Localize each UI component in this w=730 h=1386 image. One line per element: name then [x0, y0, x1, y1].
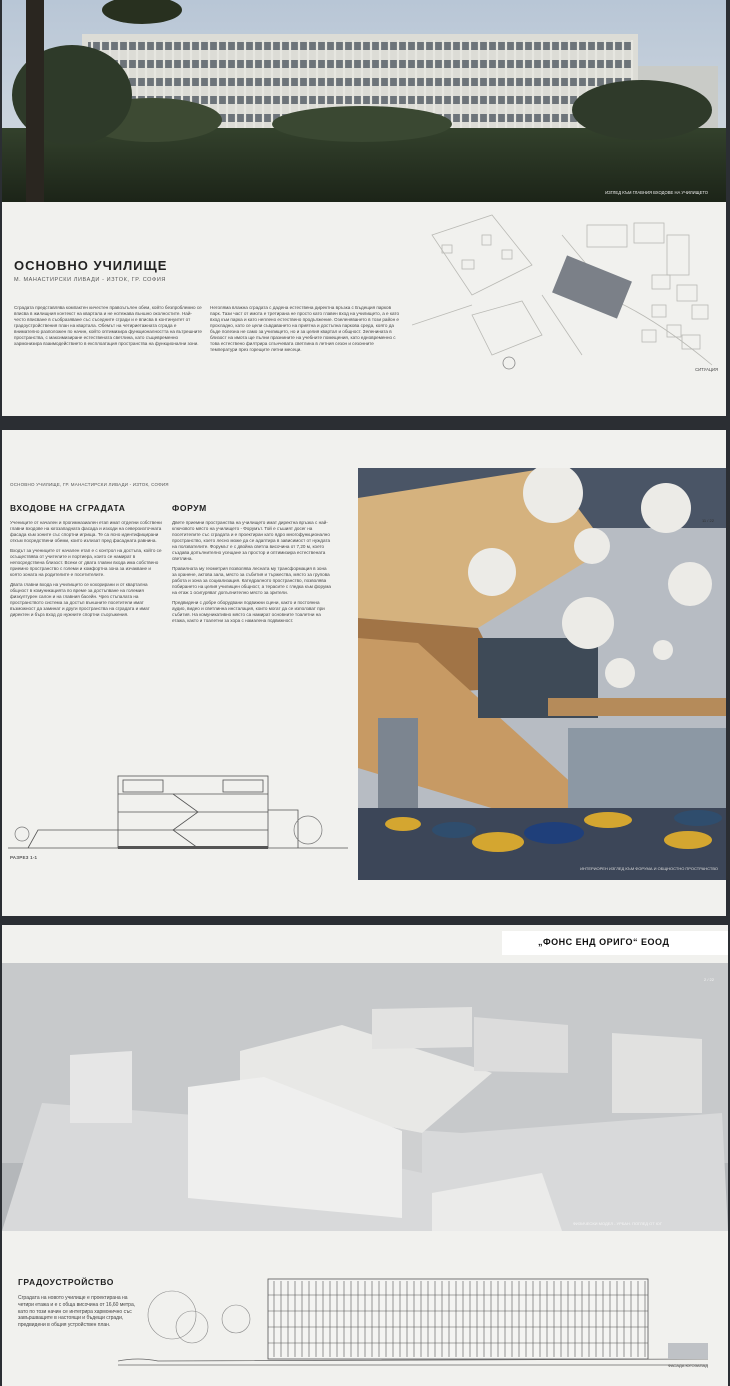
- school-title: ОСНОВНО УЧИЛИЩЕ: [14, 258, 168, 273]
- board-panel-school-overview: [2, 0, 726, 416]
- location-subtitle: М. МАНАСТИРСКИ ЛИВАДИ - ИЗТОК, ГР. СОФИЯ: [14, 277, 166, 283]
- intro-text-left: Сградата представлява компактен кичестен правоъгълен обем, който безпроблемно се вписва в жилищния контекст на квартала и не нотежава външно околностите. Най-често вписване в съобразяване със съседните сгради и е вписва в континуитет от градоустройствения план на квартала. Обемът на четириетажната сграда е внимателно разположен по начин, който оптимизира функционалността на вътрешните пространства, с максимизиране естествената светлина, като същевременно хармонизира взаимодействието в експлоатация пространства на функционални зони.: [14, 305, 202, 346]
- site-plan: [412, 205, 726, 375]
- forum-text: [172, 520, 332, 624]
- entrances-heading: ВХОДОВЕ НА СГРАДАТА: [10, 503, 126, 513]
- company-banner: [502, 931, 728, 955]
- forum-heading: ФОРУМ: [172, 503, 207, 513]
- urban-heading: ГРАДОУСТРОЙСТВО: [18, 1277, 114, 1287]
- southwest-facade: [118, 1265, 708, 1369]
- entrances-paragraph: Двата главни входа на училището се кохорирани и от квартална общност в комуникацията по време за достъпване на големия физкултурен салон и на главния басейн. Чрез стъпалата на пространството система за достъп външните посетители имат възможност да заминат и други пространства на сградата и имат директен и бърз вход до нужните спортни съоръжения.: [10, 582, 150, 617]
- page-title: [14, 258, 167, 283]
- forum-paragraph: Правилната му геометрия позволява лесната му трансформация в зона за хранене, актова зала, място за събития и тържества, място за групова работа и зона за социализация. Катедралното пространство, позволява побирането на целия училищен общност, а терасите с гледка към форума на етаж 1 осигуряват допълнително място за зрители.: [172, 566, 331, 595]
- breadcrumb: ОСНОВНО УЧИЛИЩЕ, ГР. МАНАСТИРСКИ ЛИВАДИ - ИЗТОК, СОФИЯ: [10, 482, 169, 487]
- photo-caption: ИЗГЛЕД КЪМ ГЛАВНИЯ ВХОДОВЕ НА УЧИЛИЩЕТО: [605, 190, 708, 195]
- forum-render: [358, 468, 726, 880]
- section-label: РАЗРЕЗ 1-1: [10, 855, 38, 860]
- model-caption: ФИЗИЧЕСКИ МОДЕЛ - УРБАН. ПОГЛЕД ОТ ЮГ: [572, 1221, 662, 1226]
- exterior-photo: [2, 0, 726, 202]
- forum-paragraph: Двете приемни пространства на училището имат директна връзка с най-ключовото място на училището - Форумът. Той е съшият досег на посетителите със сградата и е проектиран като ядро многофункционално пространство, което лесно може да се адаптира в зависимост от нуждата на ползвателите. Форумът е с двойна светла височина от 7,20 м, което създава допълнително усещане за простор и оптимизира естествената светлина.: [172, 520, 331, 561]
- site-plan-label: СИТУАЦИЯ: [695, 367, 718, 372]
- page-number: 11 / 22: [702, 518, 714, 523]
- board-panel-entrances-forum: [2, 430, 726, 916]
- render-caption: ИНТЕРИОРЕН ИЗГЛЕД КЪМ ФОРУМА И ОБЩНОСТНО ПРОСТРАНСТВО: [580, 866, 718, 871]
- forum-paragraph: Предвидени с добре оборудвани подвижни сцени, както и постоянна аудио, видео и светлинна инсталация, които могат да се използват при събития. На комуникативно място са намират основните тоалетни на етажа, както и тоалетни за хора с намалена подвижност.: [172, 600, 325, 623]
- company-name: „ФОНС ЕНД ОРИГО“ ЕООД: [538, 937, 670, 947]
- page-number: 2 / 22: [703, 977, 714, 982]
- physical-model-photo: [2, 963, 728, 1231]
- urban-text: Сградата на новото училище е проектирана на четири етажа и е с обща височина от 16,60 метра, като по този начин се интегрира хармонично със завършващите в настоящи и бъдещи сгради, предвидени в общия устройствен план.: [18, 1295, 136, 1329]
- entrances-paragraph: Входът за учениците от начален етап е с контрол на достъпа, който се осъществява от учителите и портиера, които се намират в непосредствена близост. Всеки от двата главни входа има собствено приемно пространство с големи и комфортна зона за изчакване и която зоната на родителите е посетителите.: [10, 548, 162, 577]
- board-panel-urban-planning: [2, 925, 728, 1386]
- intro-text-right: Неголяма влажна сградата с дадена естествена директна връзка с Бъдещия парков парк. Тази част от имота е третирана не просто като главен вход на училището, а е като вход към парка и като неплено естествено продължение. Озеленяването в този район е прохладно, като се цели съвдаването на приятна и достъпна паркова среда, която да бъде полезна не само за училището, но и за целия квартал и общност. Зеленината в близост на имота ще пълни празнините на учебните помещения, като едновременно с това естествено филтрира слънчевата светлина в летния сезон и сезонните температури през горещите летни месеци.: [210, 305, 400, 352]
- entrances-text: [10, 520, 162, 618]
- entrances-paragraph: Учениците от начален и прогимназиален етап имат отделни собствени главни входове на югозападната фасада и изходи на североизточната фасада към зоните със спортни игрища. Те са ясно идентифицирани откъм посредствени обеми, които излизат пред фасадната равнина.: [10, 520, 162, 543]
- facade-label: ФАСАДА ЮГОЗАПАД: [667, 1363, 708, 1368]
- section-drawing: [8, 760, 348, 850]
